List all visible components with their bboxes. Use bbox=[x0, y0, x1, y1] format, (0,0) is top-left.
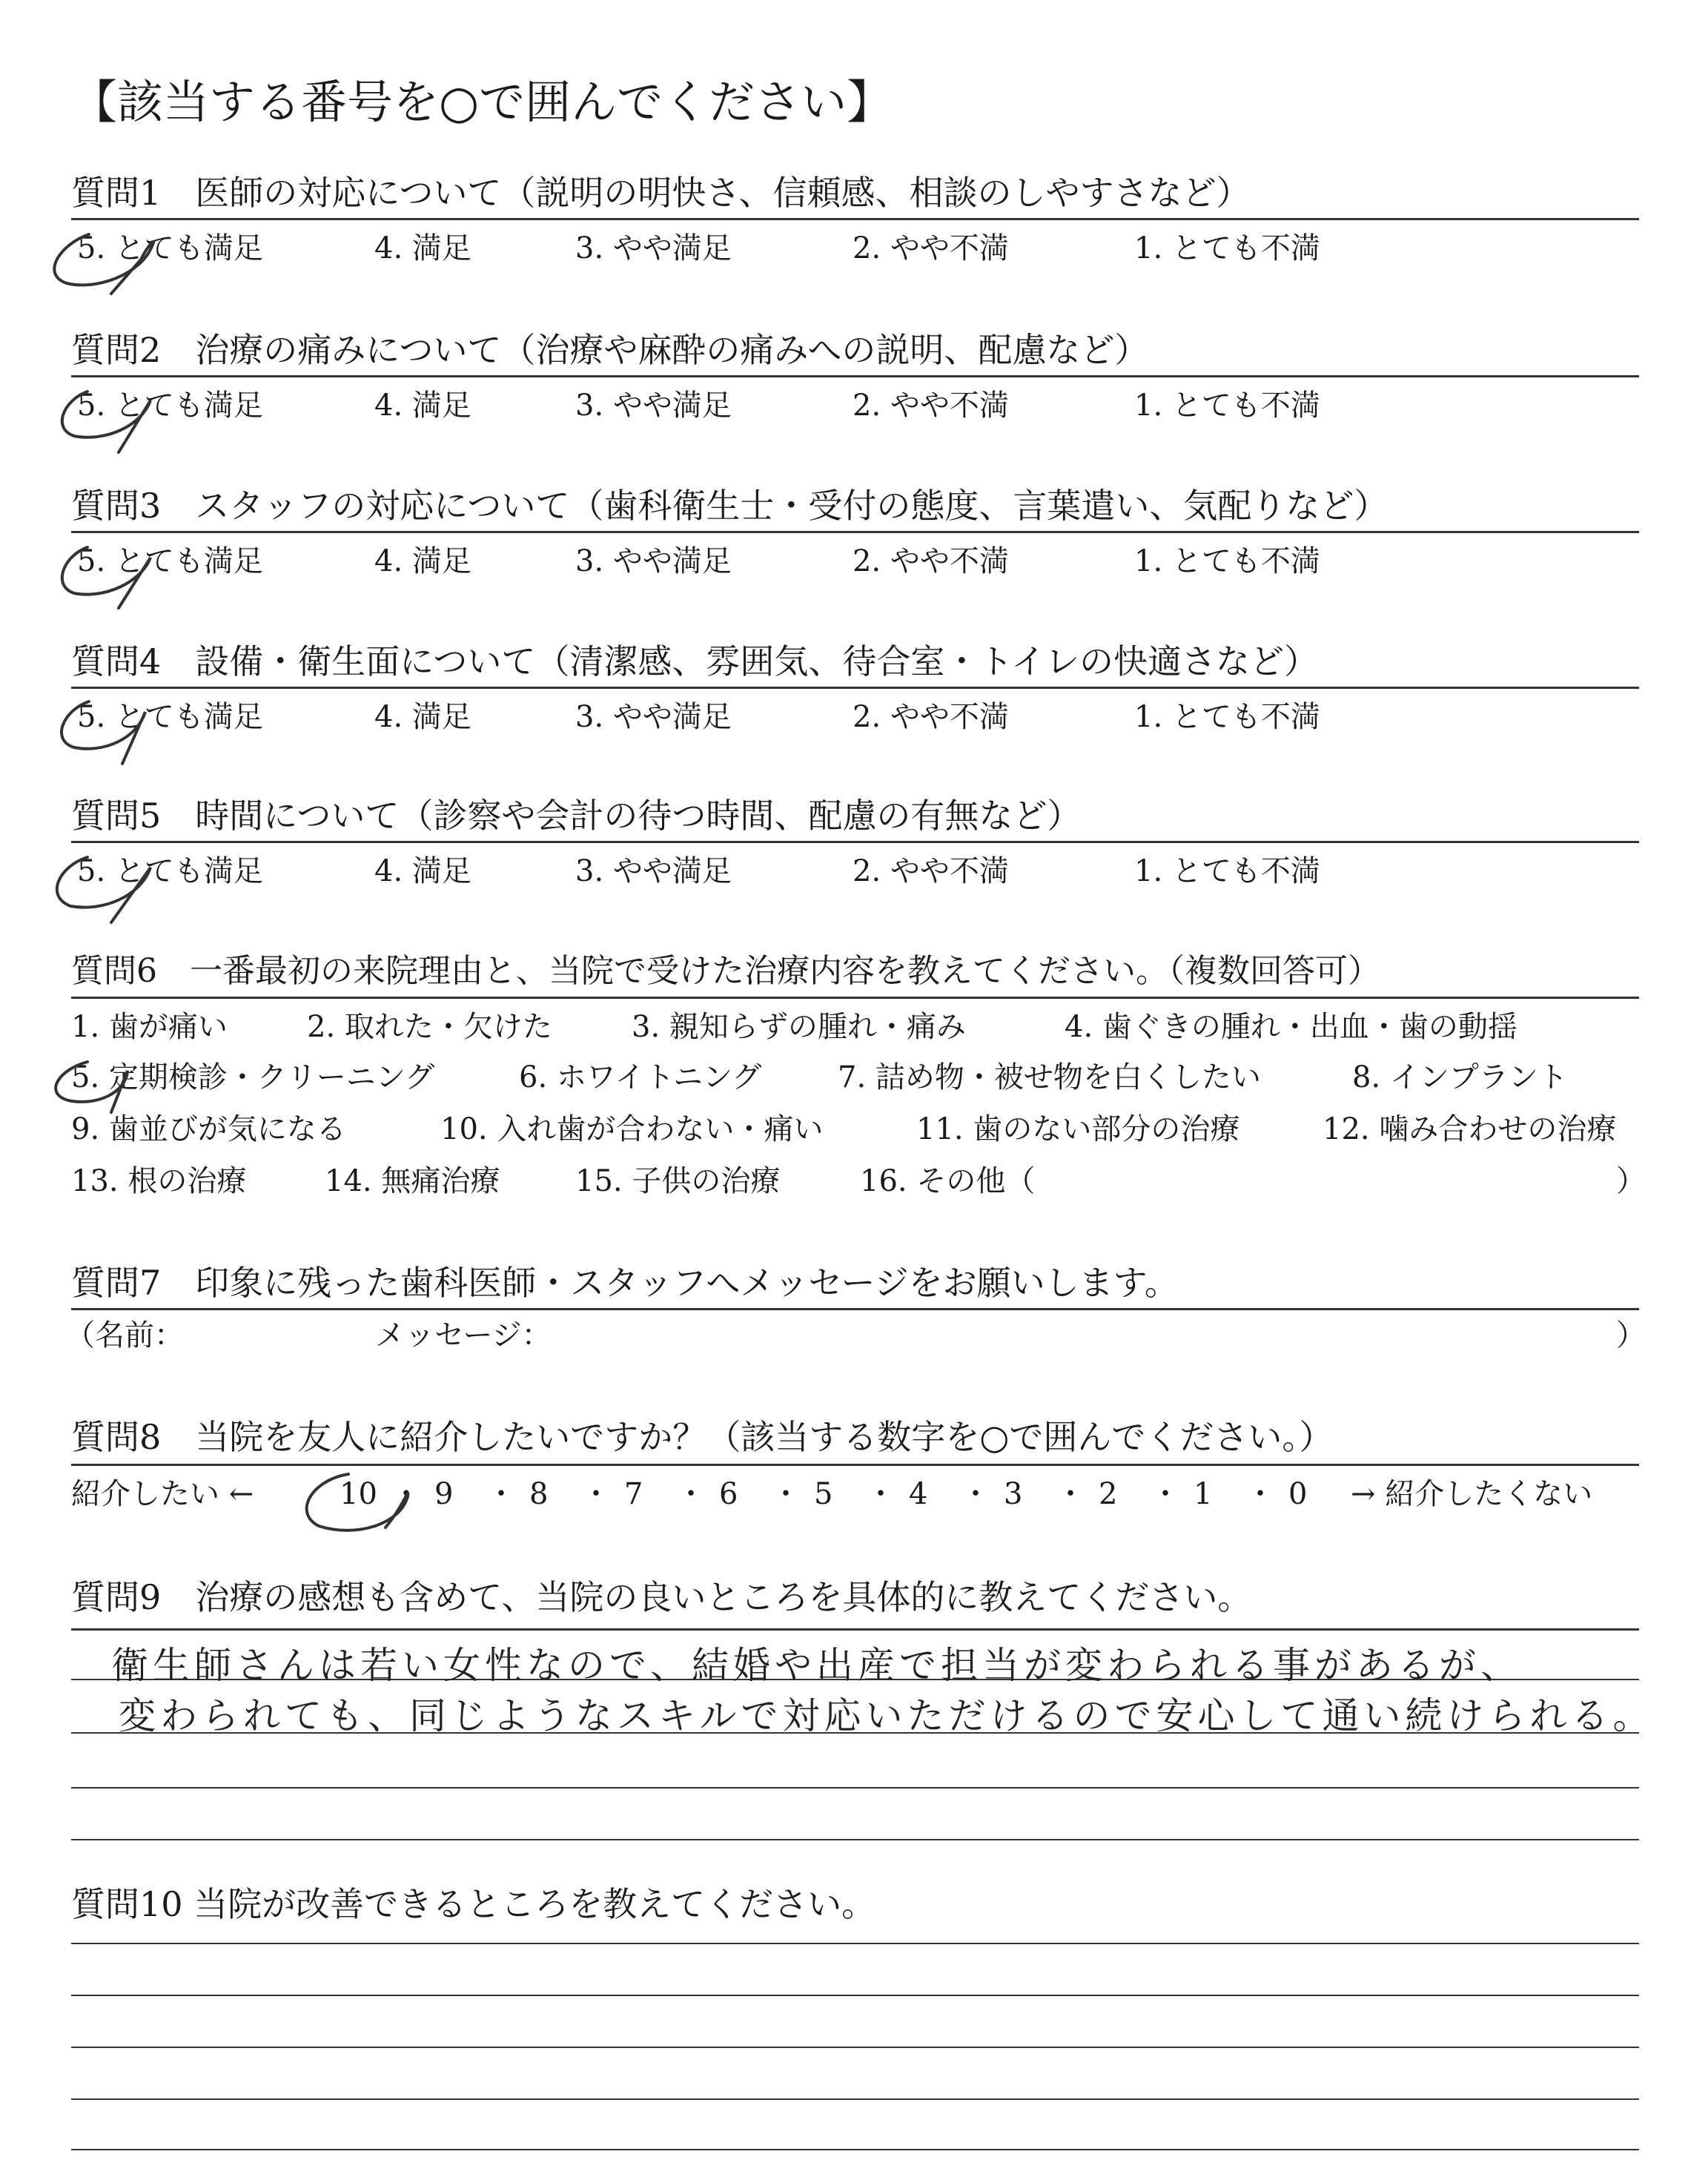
q5-option-5[interactable]: 5. とても満足 bbox=[77, 854, 263, 888]
q2-title: 質問2 治療の痛みについて（治療や麻酔の痛みへの説明、配慮など） bbox=[71, 330, 1149, 370]
q8-scale-separator: ・ bbox=[1056, 1477, 1085, 1511]
q7-message-label: メッセージ： bbox=[375, 1318, 552, 1353]
q6-option-1[interactable]: 1. 歯が痛い bbox=[71, 1010, 228, 1044]
q4-option-4[interactable]: 4. 満足 bbox=[374, 700, 471, 734]
q6-option-12[interactable]: 12. 噛み合わせの治療 bbox=[1323, 1112, 1617, 1146]
q1-option-1[interactable]: 1. とても不満 bbox=[1134, 231, 1320, 265]
q1-option-3[interactable]: 3. やや満足 bbox=[575, 231, 732, 265]
q8-scale-separator: ・ bbox=[1151, 1477, 1180, 1511]
q6-option-9[interactable]: 9. 歯並びが気になる bbox=[71, 1112, 346, 1146]
q10-rule-3 bbox=[71, 2047, 1639, 2048]
q9-rule-5 bbox=[71, 1839, 1639, 1840]
q1-option-4[interactable]: 4. 満足 bbox=[374, 231, 471, 265]
q3-option-5[interactable]: 5. とても満足 bbox=[77, 544, 263, 578]
q8-scale-separator: ・ bbox=[391, 1477, 421, 1511]
q6-option-11[interactable]: 11. 歯のない部分の治療 bbox=[916, 1112, 1240, 1146]
q8-scale-option-7[interactable]: 7 bbox=[624, 1477, 643, 1511]
q9-rule-4 bbox=[71, 1787, 1639, 1789]
q10-rule-4 bbox=[71, 2098, 1639, 2100]
q8-scale-separator: ・ bbox=[581, 1477, 611, 1511]
q8-scale-option-10[interactable]: 10 bbox=[340, 1477, 377, 1511]
q6-option-15[interactable]: 15. 子供の治療 bbox=[575, 1164, 781, 1198]
q6-option-14[interactable]: 14. 無痛治療 bbox=[325, 1164, 500, 1198]
q8-left-label: 紹介したい ← bbox=[71, 1477, 254, 1511]
q9-title: 質問9 治療の感想も含めて、当院の良いところを具体的に教えてください。 bbox=[71, 1577, 1252, 1617]
q6-option-2[interactable]: 2. 取れた・欠けた bbox=[307, 1010, 552, 1044]
q7-name-label: （名前： bbox=[65, 1318, 184, 1353]
q5-option-4[interactable]: 4. 満足 bbox=[374, 854, 471, 888]
q8-scale-option-2[interactable]: 2 bbox=[1099, 1477, 1118, 1511]
q2-option-4[interactable]: 4. 満足 bbox=[374, 389, 471, 423]
q6-rule bbox=[71, 997, 1639, 999]
q3-option-4[interactable]: 4. 満足 bbox=[374, 544, 471, 578]
q6-title: 質問6 一番最初の来院理由と、当院で受けた治療内容を教えてください。（複数回答可） bbox=[71, 952, 1380, 990]
q5-option-2[interactable]: 2. やや不満 bbox=[853, 854, 1009, 888]
q8-scale-separator: ・ bbox=[866, 1477, 896, 1511]
q9-answer-line-1: 衛生師さんは若い女性なので、結婚や出産で担当が変わられる事があるが、 bbox=[111, 1644, 1522, 1687]
q9-rule-1 bbox=[71, 1628, 1639, 1631]
q6-option-6[interactable]: 6. ホワイトニング bbox=[519, 1060, 762, 1094]
q8-scale-separator: ・ bbox=[961, 1477, 990, 1511]
q8-scale-option-0[interactable]: 0 bbox=[1288, 1477, 1308, 1511]
q10-rule-5 bbox=[71, 2149, 1639, 2150]
q4-rule bbox=[71, 687, 1639, 689]
q9-answer-line-2: 変わられても、同じようなスキルで対応いただけるので安心して通い続けられる。 bbox=[119, 1694, 1655, 1737]
q10-title: 質問10 当院が改善できるところを教えてください。 bbox=[71, 1884, 876, 1924]
q2-option-5[interactable]: 5. とても満足 bbox=[77, 389, 263, 423]
q7-rule bbox=[71, 1308, 1639, 1310]
q8-scale-option-8[interactable]: 8 bbox=[529, 1477, 549, 1511]
q5-title: 質問5 時間について（診察や会計の待つ時間、配慮の有無など） bbox=[71, 796, 1082, 836]
q6-option-7[interactable]: 7. 詰め物・被せ物を白くしたい bbox=[838, 1060, 1261, 1094]
q7-close-paren: ） bbox=[1616, 1318, 1646, 1353]
q8-scale-separator: ・ bbox=[1245, 1477, 1275, 1511]
q4-option-1[interactable]: 1. とても不満 bbox=[1134, 700, 1320, 734]
q7-title: 質問7 印象に残った歯科医師・スタッフへメッセージをお願いします。 bbox=[71, 1263, 1179, 1303]
q5-rule bbox=[71, 841, 1639, 843]
q1-option-2[interactable]: 2. やや不満 bbox=[853, 231, 1009, 265]
q2-rule bbox=[71, 375, 1639, 377]
q4-option-3[interactable]: 3. やや満足 bbox=[575, 700, 732, 734]
q6-option-16[interactable]: 16. その他（ bbox=[860, 1164, 1036, 1198]
q6-close-paren: ） bbox=[1616, 1164, 1646, 1198]
q3-title: 質問3 スタッフの対応について（歯科衛生士・受付の態度、言葉遣い、気配りなど） bbox=[71, 486, 1388, 526]
q8-scale-separator: ・ bbox=[486, 1477, 516, 1511]
q2-option-3[interactable]: 3. やや満足 bbox=[575, 389, 732, 423]
q8-scale-option-3[interactable]: 3 bbox=[1004, 1477, 1023, 1511]
q8-scale-option-6[interactable]: 6 bbox=[719, 1477, 738, 1511]
q8-scale-option-4[interactable]: 4 bbox=[909, 1477, 928, 1511]
q6-option-4[interactable]: 4. 歯ぐきの腫れ・出血・歯の動揺 bbox=[1065, 1010, 1517, 1044]
q8-scale-option-1[interactable]: 1 bbox=[1194, 1477, 1213, 1511]
q4-title: 質問4 設備・衛生面について（清潔感、雰囲気、待合室・トイレの快適さなど） bbox=[71, 641, 1319, 681]
q6-option-5[interactable]: 5. 定期検診・クリーニング bbox=[71, 1060, 435, 1094]
q1-rule bbox=[71, 218, 1639, 220]
q10-rule-1 bbox=[71, 1943, 1639, 1944]
q8-rule bbox=[71, 1464, 1639, 1466]
q8-title: 質問8 当院を友人に紹介したいですか？（該当する数字を○で囲んでください。） bbox=[71, 1417, 1334, 1457]
q8-right-label: → 紹介したくない bbox=[1351, 1477, 1593, 1511]
q3-option-1[interactable]: 1. とても不満 bbox=[1134, 544, 1320, 578]
q6-option-10[interactable]: 10. 入れ歯が合わない・痛い bbox=[440, 1112, 824, 1146]
q6-option-3[interactable]: 3. 親知らずの腫れ・痛み bbox=[632, 1010, 966, 1044]
q4-option-2[interactable]: 2. やや不満 bbox=[853, 700, 1009, 734]
q1-title: 質問1 医師の対応について（説明の明快さ、信頼感、相談のしやすさなど） bbox=[71, 173, 1251, 213]
q5-option-1[interactable]: 1. とても不満 bbox=[1134, 854, 1320, 888]
q8-scale-option-5[interactable]: 5 bbox=[814, 1477, 833, 1511]
q3-option-2[interactable]: 2. やや不満 bbox=[853, 544, 1009, 578]
q2-option-1[interactable]: 1. とても不満 bbox=[1134, 389, 1320, 423]
q10-rule-2 bbox=[71, 1995, 1639, 1996]
q6-option-13[interactable]: 13. 根の治療 bbox=[71, 1164, 247, 1198]
q2-option-2[interactable]: 2. やや不満 bbox=[853, 389, 1009, 423]
q6-option-8[interactable]: 8. インプラント bbox=[1352, 1060, 1568, 1094]
q1-option-5[interactable]: 5. とても満足 bbox=[77, 231, 263, 265]
q8-scale-separator: ・ bbox=[771, 1477, 801, 1511]
page-title: 【該当する番号を○で囲んでください】 bbox=[71, 75, 893, 129]
q4-option-5[interactable]: 5. とても満足 bbox=[77, 700, 263, 734]
q3-rule bbox=[71, 531, 1639, 533]
q8-scale-option-9[interactable]: 9 bbox=[434, 1477, 454, 1511]
q8-scale-separator: ・ bbox=[676, 1477, 706, 1511]
q5-option-3[interactable]: 3. やや満足 bbox=[575, 854, 732, 888]
q3-option-3[interactable]: 3. やや満足 bbox=[575, 544, 732, 578]
